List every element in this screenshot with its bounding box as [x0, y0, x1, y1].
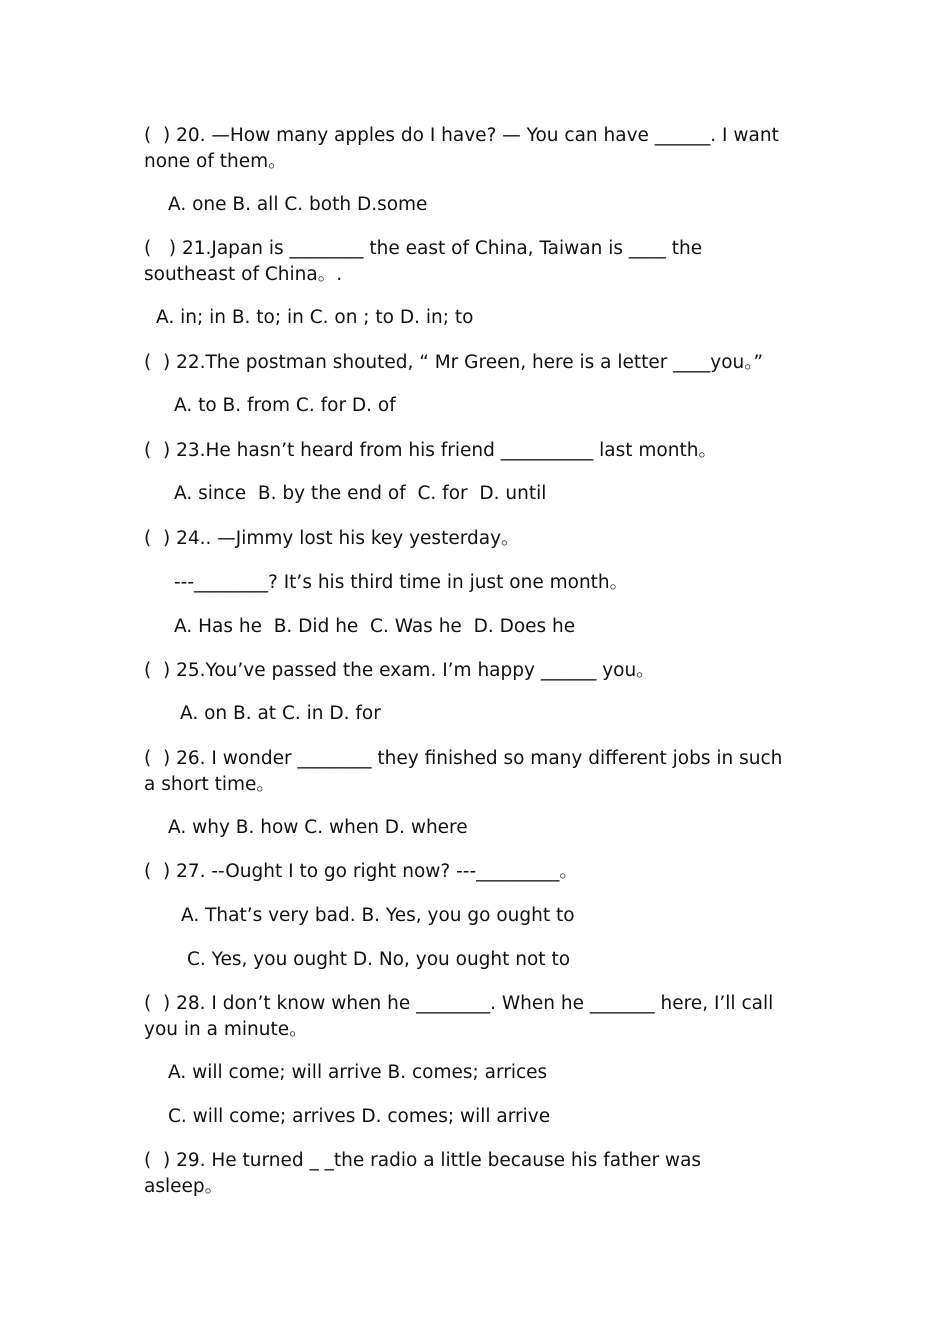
question-27-stem: ( ) 27. --Ought I to go right now? ---_________。	[144, 861, 578, 882]
question-20-options: A. one B. all C. both D.some	[168, 194, 428, 215]
question-24-dialogue: ---________? It’s his third time in just one month。	[174, 572, 629, 593]
question-29-stem: ( ) 29. He turned _ _the radio a little because his father was asleep。	[144, 1150, 707, 1197]
question-23-options: A. since B. by the end of C. for D. until	[174, 483, 547, 504]
question-27-options-line-1: A. That’s very bad. B. Yes, you go ought to	[181, 905, 575, 926]
question-28-stem: ( ) 28. I don’t know when he ________. When he _______ here, I’ll call you in a minute。	[144, 993, 780, 1040]
question-28-options-line-2: C. will come; arrives D. comes; will arrive	[168, 1106, 551, 1127]
question-26-stem: ( ) 26. I wonder ________ they finished so many different jobs in such a short time。	[144, 748, 789, 795]
question-21-options: A. in; in B. to; in C. on ; to D. in; to	[156, 307, 474, 328]
question-20-stem: ( ) 20. —How many apples do I have? — You can have ______. I want none of them。	[144, 125, 785, 172]
question-24-options: A. Has he B. Did he C. Was he D. Does he	[174, 616, 576, 637]
question-25-stem: ( ) 25.You’ve passed the exam. I’m happy ______ you。	[144, 660, 655, 681]
question-22-stem: ( ) 22.The postman shouted, “ Mr Green, here is a letter ____you。”	[144, 352, 764, 373]
question-27-options-line-2: C. Yes, you ought D. No, you ought not to	[187, 949, 571, 970]
question-24-stem: ( ) 24.. —Jimmy lost his key yesterday。	[144, 528, 520, 549]
question-22-options: A. to B. from C. for D. of	[174, 395, 396, 416]
question-26-options: A. why B. how C. when D. where	[168, 817, 468, 838]
question-25-options: A. on B. at C. in D. for	[180, 703, 381, 724]
question-21-stem: ( ) 21.Japan is ________ the east of China, Taiwan is ____ the southeast of China。.	[144, 238, 709, 285]
question-28-options-line-1: A. will come; will arrive B. comes; arrices	[168, 1062, 548, 1083]
question-23-stem: ( ) 23.He hasn’t heard from his friend __________ last month。	[144, 440, 717, 461]
